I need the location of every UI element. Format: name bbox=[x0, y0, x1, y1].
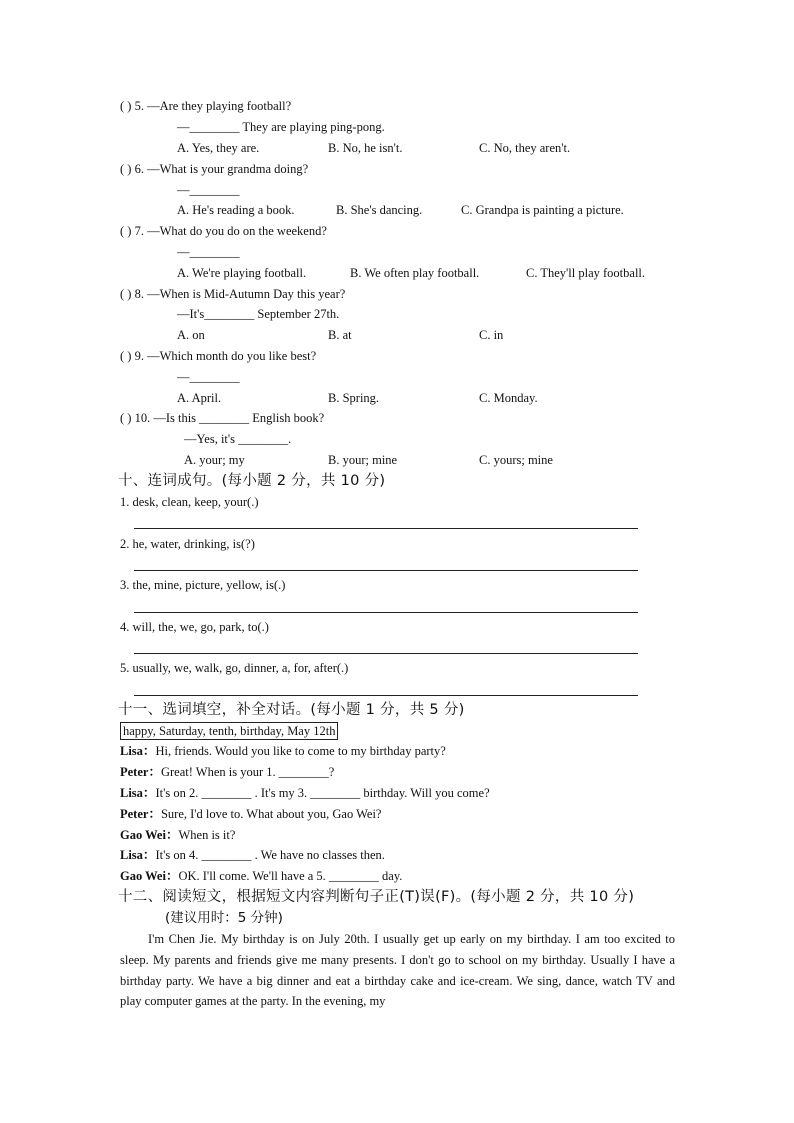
speech: Hi, friends. Would you like to come to my birthday party? bbox=[155, 744, 446, 758]
speech: Sure, I'd love to. What about you, Gao Wei? bbox=[160, 807, 382, 821]
answer-line-4[interactable] bbox=[134, 653, 638, 654]
question-stem: ( ) 6. —What is your grandma doing? bbox=[120, 162, 309, 176]
dialogue-line-5 bbox=[120, 827, 235, 843]
sentence-item-5: 5. usually, we, walk, go, dinner, a, for, after(.) bbox=[120, 661, 349, 675]
sentence-item-4: 4. will, the, we, go, park, to(.) bbox=[120, 620, 269, 634]
speech: It's on 2. ________ . It's my 3. ________ birthday. Will you come? bbox=[155, 786, 490, 800]
dialogue-line-1 bbox=[120, 743, 446, 759]
speaker: Gao Wei： bbox=[120, 869, 179, 883]
dialogue-line-7 bbox=[120, 868, 402, 884]
question-stem: ( ) 5. —Are they playing football? bbox=[120, 99, 292, 113]
sentence-item-3: 3. the, mine, picture, yellow, is(.) bbox=[120, 578, 286, 592]
speaker: Peter： bbox=[120, 765, 161, 779]
speaker: Lisa： bbox=[120, 786, 156, 800]
answer-line-5[interactable] bbox=[134, 695, 638, 696]
answer-reply: —It's________ September 27th. bbox=[177, 307, 340, 321]
answer-line-1[interactable] bbox=[134, 528, 638, 529]
question-stem: ( ) 10. —Is this ________ English book? bbox=[120, 411, 325, 425]
option-c: C. Monday. bbox=[479, 391, 538, 405]
answer-reply: —________ bbox=[177, 370, 240, 384]
answer-reply: —________ bbox=[177, 245, 240, 259]
answer-line-3[interactable] bbox=[134, 612, 638, 613]
option-c: C. They'll play football. bbox=[526, 266, 646, 280]
dialogue-line-2 bbox=[120, 764, 334, 780]
speech: OK. I'll come. We'll have a 5. ________ day. bbox=[178, 869, 403, 883]
answer-reply: —Yes, it's ________. bbox=[184, 432, 292, 446]
option-b: B. We often play football. bbox=[350, 266, 480, 280]
option-b: B. No, he isn't. bbox=[328, 141, 403, 155]
suggested-time: (建议用时：5 分钟) bbox=[165, 910, 283, 926]
section-10-title: 十、连词成句。(每小题 2 分，共 10 分) bbox=[118, 473, 386, 489]
option-a: A. on bbox=[177, 328, 205, 342]
option-a: A. April. bbox=[177, 391, 222, 405]
answer-reply: —________ bbox=[177, 183, 240, 197]
option-a: A. your; my bbox=[184, 453, 245, 467]
option-b: B. at bbox=[328, 328, 352, 342]
dialogue-line-4 bbox=[120, 806, 381, 822]
section-12-title: 十二、阅读短文，根据短文内容判断句子正(T)误(F)。(每小题 2 分，共 10 分) bbox=[118, 889, 635, 905]
question-stem: ( ) 7. —What do you do on the weekend? bbox=[120, 224, 327, 238]
option-c: C. in bbox=[479, 328, 504, 342]
speaker: Lisa： bbox=[120, 744, 156, 758]
speech: It's on 4. ________ . We have no classes then. bbox=[155, 848, 385, 862]
speaker: Gao Wei： bbox=[120, 828, 179, 842]
option-c: C. No, they aren't. bbox=[479, 141, 571, 155]
speech: Great! When is your 1. ________? bbox=[160, 765, 335, 779]
sentence-item-1: 1. desk, clean, keep, your(.) bbox=[120, 495, 259, 509]
dialogue-line-6 bbox=[120, 847, 385, 863]
option-c: C. Grandpa is painting a picture. bbox=[461, 203, 624, 217]
section-11-title: 十一、选词填空，补全对话。(每小题 1 分，共 5 分) bbox=[118, 702, 465, 718]
speaker: Peter： bbox=[120, 807, 161, 821]
answer-line-2[interactable] bbox=[134, 570, 638, 571]
question-stem: ( ) 8. —When is Mid-Autumn Day this year? bbox=[120, 287, 346, 301]
option-b: B. Spring. bbox=[328, 391, 380, 405]
question-stem: ( ) 9. —Which month do you like best? bbox=[120, 349, 317, 363]
word-bank: happy, Saturday, tenth, birthday, May 12th bbox=[120, 722, 338, 740]
speech: When is it? bbox=[178, 828, 236, 842]
option-c: C. yours; mine bbox=[479, 453, 553, 467]
speaker: Lisa： bbox=[120, 848, 156, 862]
sentence-item-2: 2. he, water, drinking, is(?) bbox=[120, 537, 255, 551]
dialogue-line-3 bbox=[120, 785, 490, 801]
option-a: A. We're playing football. bbox=[177, 266, 307, 280]
option-b: B. your; mine bbox=[328, 453, 398, 467]
option-a: A. He's reading a book. bbox=[177, 203, 295, 217]
answer-reply: —________ They are playing ping-pong. bbox=[177, 120, 385, 134]
option-a: A. Yes, they are. bbox=[177, 141, 260, 155]
reading-passage: I'm Chen Jie. My birthday is on July 20th. I usually get up early on my birthday. I am too excited to sleep. My parents and friends give me many presents. I don't go to school on my birthday. Usually I have a birthday party. We have a big dinner and eat a birthday cake and ice-cream. We sing, dance, watch TV and play computer games at the party. In the evening, my bbox=[120, 932, 675, 1009]
option-b: B. She's dancing. bbox=[336, 203, 423, 217]
